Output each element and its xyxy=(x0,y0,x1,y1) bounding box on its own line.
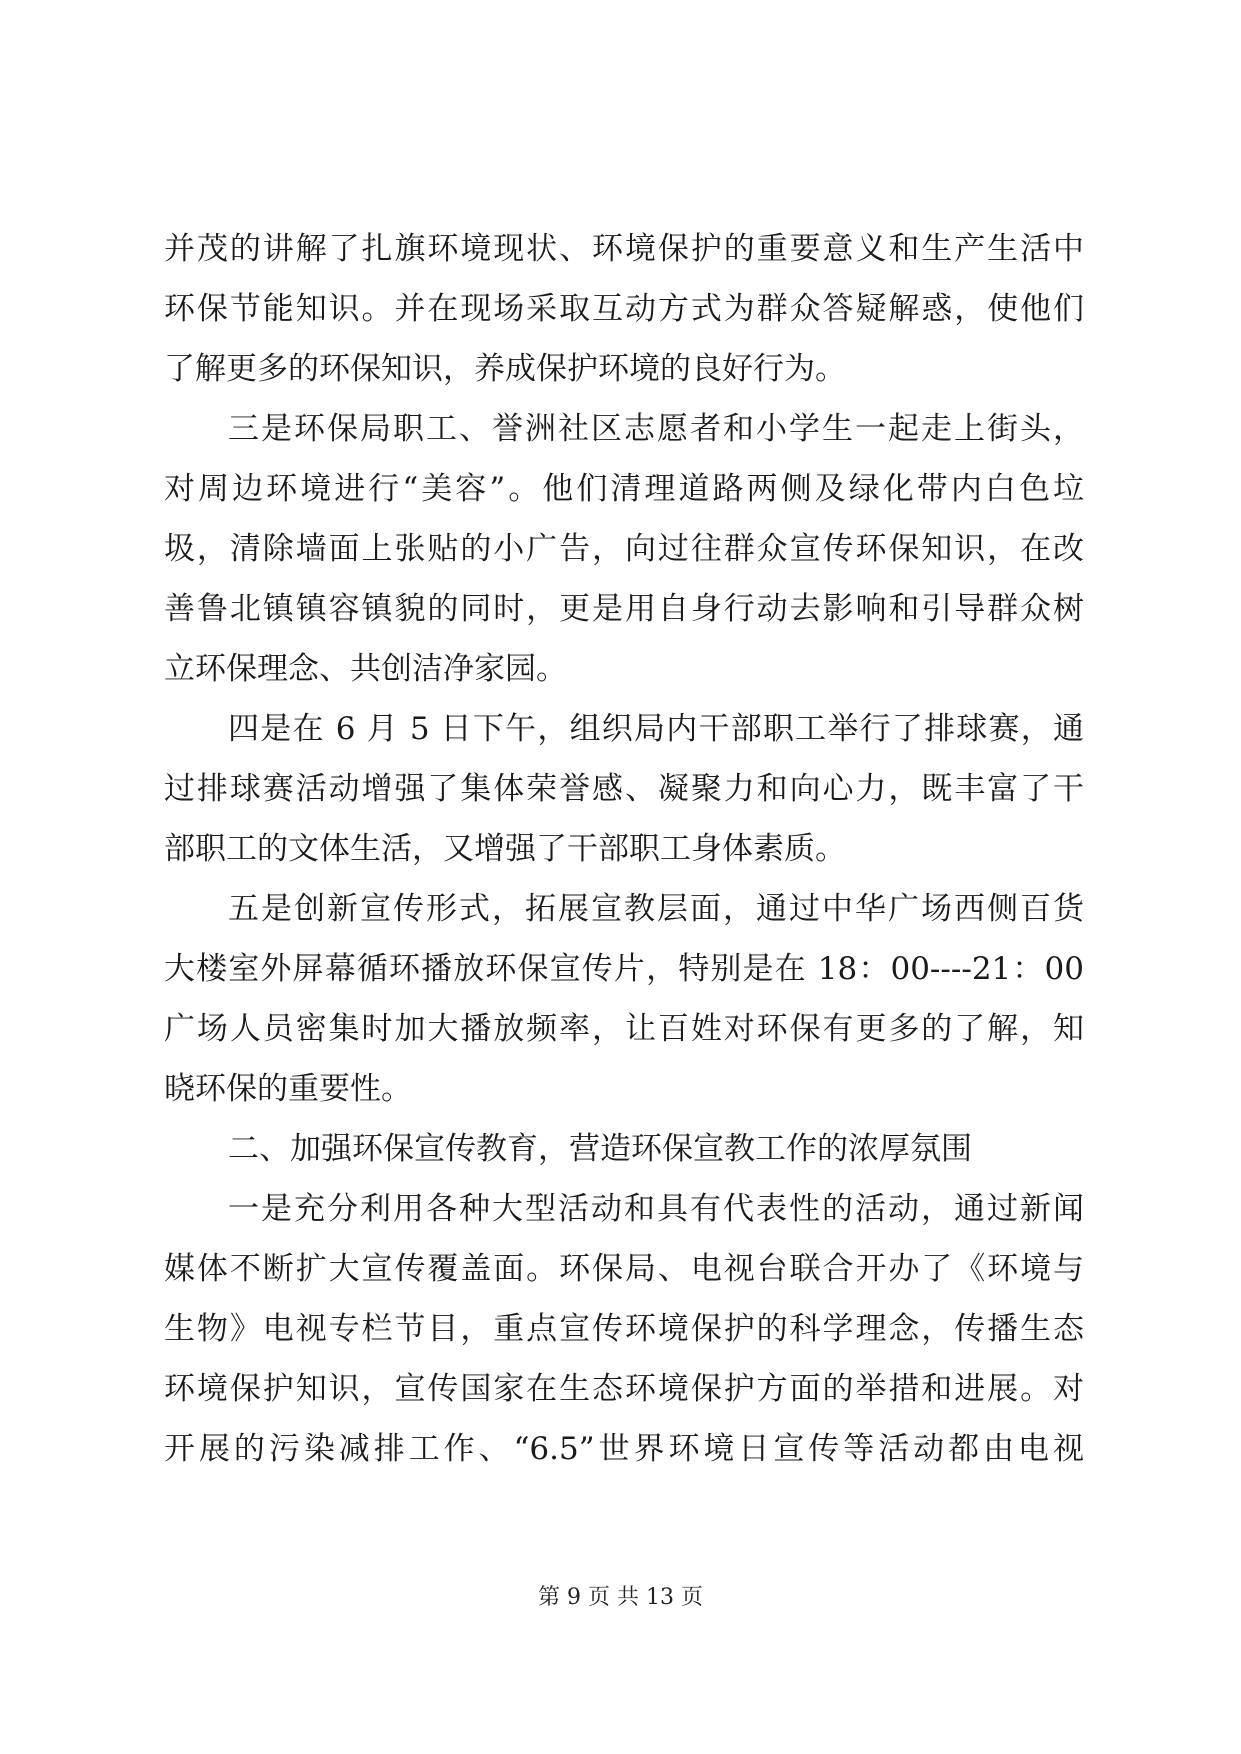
body-text-line: 媒体不断扩大宣传覆盖面。环保局、电视台联合开办了《环境与 xyxy=(164,1251,1084,1287)
body-text-line: 对周边环境进行“美容”。他们清理道路两侧及绿化带内白色垃 xyxy=(164,471,1084,507)
body-text-line: 立环保理念、共创洁净家园。 xyxy=(164,651,567,687)
body-text-line: 三是环保局职工、誉洲社区志愿者和小学生一起走上街头， xyxy=(228,411,1084,447)
body-text-line: 善鲁北镇镇容镇貌的同时，更是用自身行动去影响和引导群众树 xyxy=(164,591,1084,627)
body-text-line: 开展的污染减排工作、“6.5”世界环境日宣传等活动都由电视 xyxy=(164,1431,1084,1467)
body-text-line: 过排球赛活动增强了集体荣誉感、凝聚力和向心力，既丰富了干 xyxy=(164,771,1084,807)
body-text-line: 部职工的文体生活，又增强了干部职工身体素质。 xyxy=(164,831,846,867)
body-text-line: 环保节能知识。并在现场采取互动方式为群众答疑解惑，使他们 xyxy=(164,291,1084,327)
section-heading: 二、加强环保宣传教育，营造环保宣教工作的浓厚氛围 xyxy=(228,1131,972,1167)
body-text-line: 晓环保的重要性。 xyxy=(164,1071,412,1107)
body-text-line: 五是创新宣传形式，拓展宣教层面，通过中华广场西侧百货 xyxy=(228,891,1084,927)
body-text-line: 一是充分利用各种大型活动和具有代表性的活动，通过新闻 xyxy=(228,1191,1084,1227)
body-text-line: 生物》电视专栏节目，重点宣传环境保护的科学理念，传播生态 xyxy=(164,1311,1084,1347)
body-text-line: 了解更多的环保知识，养成保护环境的良好行为。 xyxy=(164,351,846,387)
page-number-footer: 第 9 页 共 13 页 xyxy=(538,1585,703,1610)
body-text-line: 圾，清除墙面上张贴的小广告，向过往群众宣传环保知识，在改 xyxy=(164,531,1084,567)
body-text-line: 广场人员密集时加大播放频率，让百姓对环保有更多的了解，知 xyxy=(164,1011,1084,1047)
body-text-line: 并茂的讲解了扎旗环境现状、环境保护的重要意义和生产生活中 xyxy=(164,231,1084,267)
body-text-line: 大楼室外屏幕循环播放环保宣传片，特别是在 18：00----21：00 xyxy=(164,951,1084,987)
body-text-line: 环境保护知识，宣传国家在生态环境保护方面的举措和进展。对 xyxy=(164,1371,1084,1407)
body-text-line: 四是在 6 月 5 日下午，组织局内干部职工举行了排球赛，通 xyxy=(228,711,1084,747)
